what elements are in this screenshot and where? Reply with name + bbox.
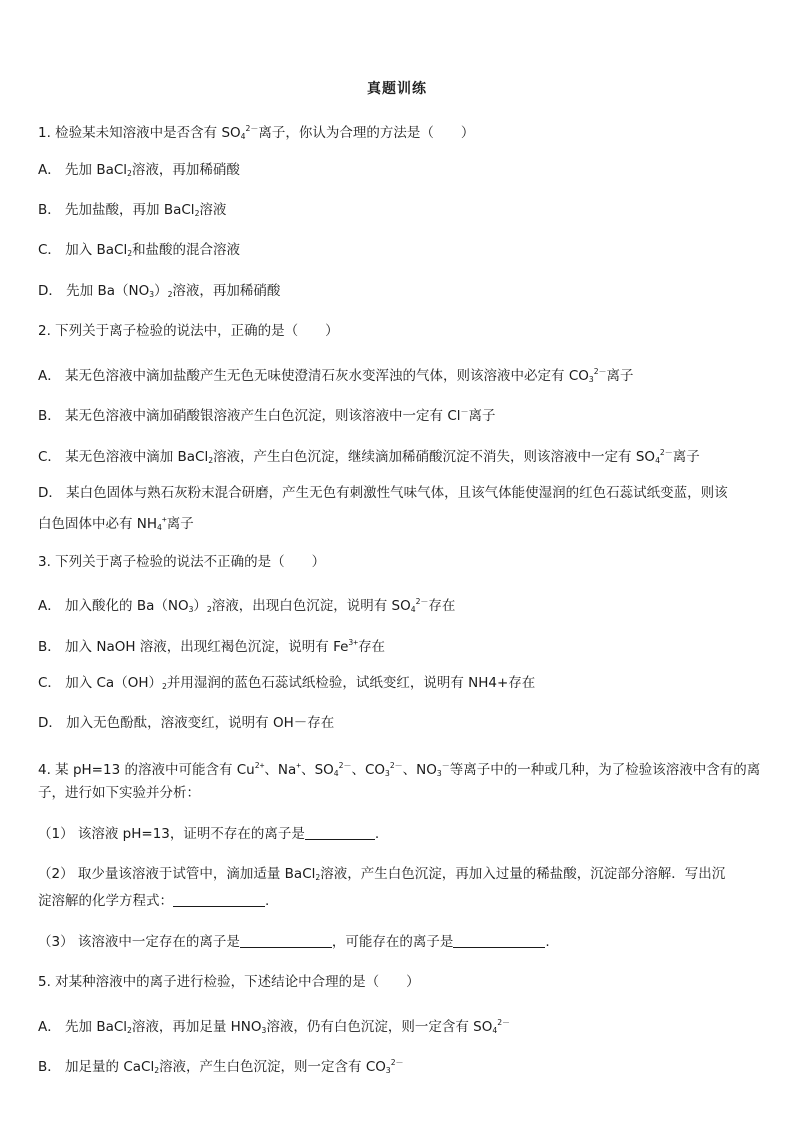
- question-3-option-b: B． 加入 NaOH 溶液，出现红褐色沉淀，说明有 $Fe^{3+}$存在: [38, 638, 386, 655]
- answer-blank[interactable]: [305, 825, 375, 840]
- question-4-part-3: （3） 该溶液中一定存在的离子是 ，可能存在的离子是 .: [38, 934, 550, 950]
- question-5-option-b: B． 加足量的 CaCl$_2$溶液，产生白色沉淀，则一定含有 $CO_3^{2-}$: [38, 1058, 404, 1075]
- answer-blank[interactable]: [453, 933, 545, 948]
- question-4-part-1: （1） 该溶液 pH=13，证明不存在的离子是 .: [38, 826, 380, 842]
- question-2-option-b: B． 某无色溶液中滴加硝酸银溶液产生白色沉淀，则该溶液中一定有 Cl－离子: [38, 407, 496, 424]
- question-1-stem: 1. 检验某未知溶液中是否含有 $SO_4^{2-}$离子，你认为合理的方法是（ ）: [38, 124, 475, 141]
- question-1-option-c: C． 加入 BaCl$_2$和盐酸的混合溶液: [38, 242, 241, 258]
- question-5-option-a: A． 先加 BaCl$_2$溶液，再加足量 $HNO_3$溶液，仍有白色沉淀，则一定含有 $SO_4^{2-}$: [38, 1018, 511, 1035]
- question-1-option-b: B． 先加盐酸，再加 BaCl$_2$溶液: [38, 202, 227, 218]
- question-2-option-d: D． 某白色固体与熟石灰粉末混合研磨，产生无色有刺激性气味气体，且该气体能使湿润的红色石蕊试纸变蓝，则该: [38, 485, 728, 501]
- question-4-part-2-continued: 淀溶解的化学方程式： .: [38, 893, 270, 909]
- question-1-option-a: A． 先加 BaCl$_2$溶液，再加稀硝酸: [38, 162, 240, 178]
- question-3-option-c: C． 加入 $Ca(OH)_2$并用湿润的蓝色石蕊试纸检验，试纸变红，说明有 NH4+存在: [38, 675, 536, 691]
- question-3-stem: 3. 下列关于离子检验的说法不正确的是（ ）: [38, 554, 326, 570]
- question-2-stem: 2. 下列关于离子检验的说法中，正确的是（ ）: [38, 323, 339, 339]
- question-4-stem-continued: 子，进行如下实验并分析：: [38, 785, 200, 801]
- answer-blank[interactable]: [173, 892, 265, 907]
- page-title: 真题训练: [367, 81, 427, 97]
- question-2-option-d-continued: 白色固体中必有 $NH_4^+$离子: [38, 515, 194, 532]
- question-4-part-2: （2） 取少量该溶液于试管中，滴加适量 BaCl$_2$溶液，产生白色沉淀，再加入过量的稀盐酸，沉淀部分溶解．写出沉: [38, 866, 726, 882]
- question-3-option-a: A． 加入酸化的 $Ba(NO_3)_2$溶液，出现白色沉淀，说明有 $SO_4^{2-}$存在: [38, 597, 456, 614]
- question-2-option-a: A． 某无色溶液中滴加盐酸产生无色无味使澄清石灰水变浑浊的气体，则该溶液中必定有 $CO_3^{2-}$离子: [38, 367, 634, 384]
- question-2-option-c: C． 某无色溶液中滴加 BaCl$_2$溶液，产生白色沉淀，继续滴加稀硝酸沉淀不消失，则该溶液中一定有 $SO_4^{2-}$离子: [38, 448, 700, 465]
- question-3-option-d: D． 加入无色酚酞，溶液变红，说明有 OH－存在: [38, 715, 335, 731]
- answer-blank[interactable]: [240, 933, 332, 948]
- question-4-stem: 4. 某 pH=13 的溶液中可能含有 $Cu^{2+}$、Na+、$SO_4^{2-}$、$CO_3^{2-}$、$NO_3^-$等离子中的一种或几种，为了检验该溶液中含有的离: [38, 761, 761, 778]
- question-5-stem: 5. 对某种溶液中的离子进行检验，下述结论中合理的是（ ）: [38, 974, 420, 990]
- question-1-option-d: D． 先加 $Ba(NO_3)_2$溶液，再加稀硝酸: [38, 283, 281, 299]
